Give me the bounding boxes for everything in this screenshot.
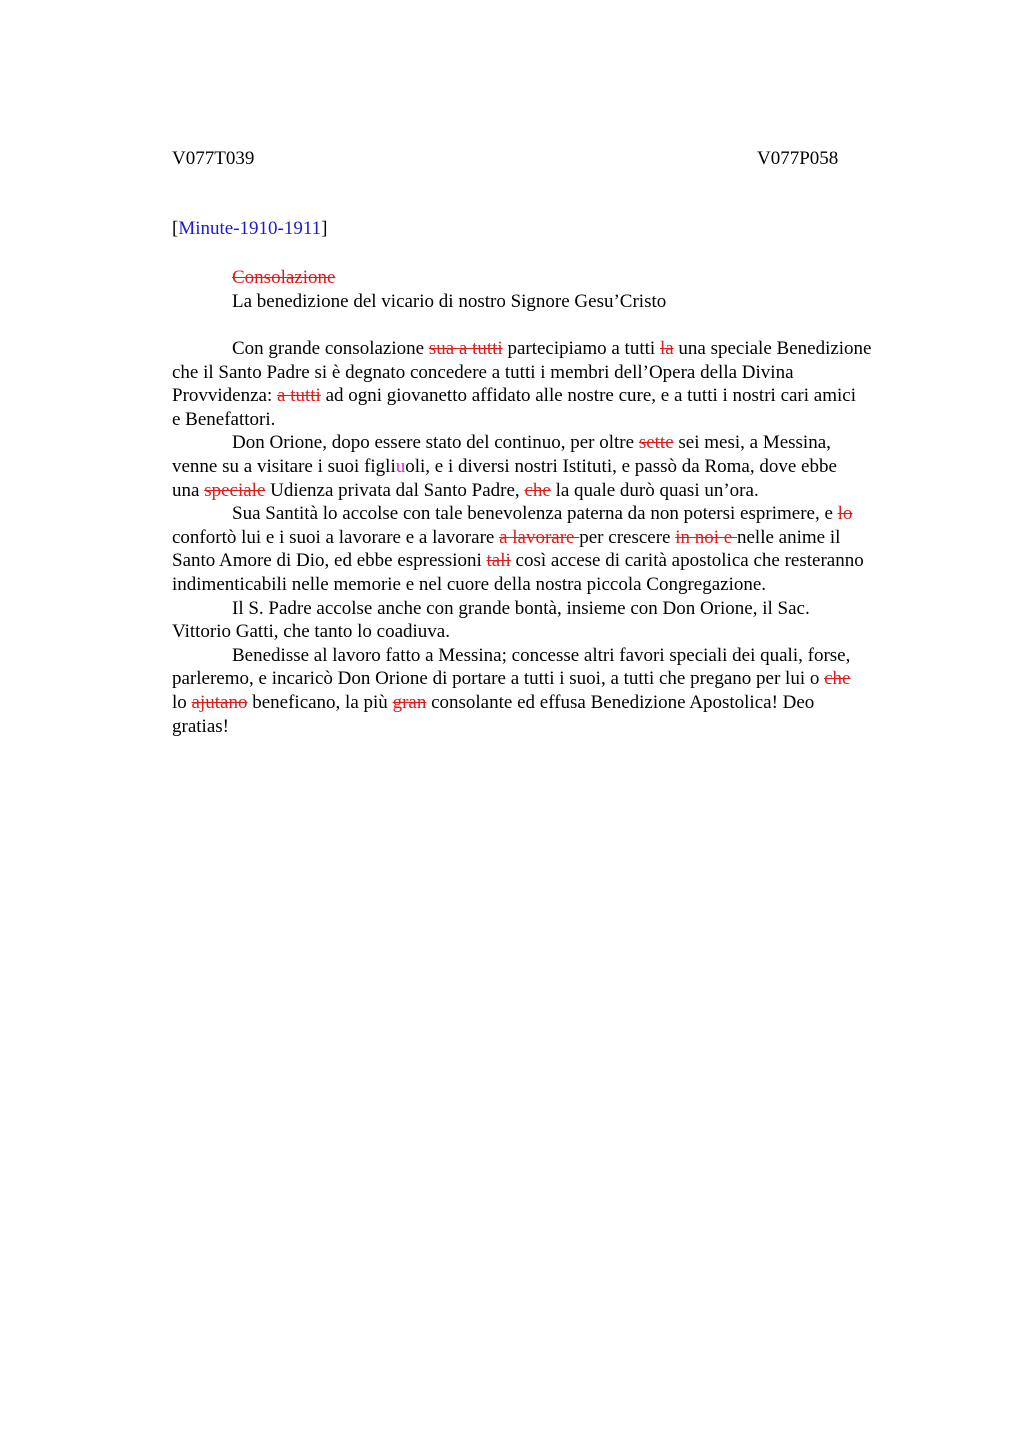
text-line [172,384,932,408]
document-title: La benedizione del vicario di nostro Signore Gesu’Cristo [232,290,667,312]
text-line [172,715,932,739]
deleted-text: ajutano [191,691,248,713]
text-segment: sei mesi, a Messina, [673,432,831,454]
text-segment: Con grande consolazione [232,338,429,359]
text-segment: Benedisse al lavoro fatto a Messina; concesse altri favori speciali dei quali, forse, [232,644,851,666]
text-segment: per crescere [579,526,676,548]
text-segment: Sua Santità lo accolse con tale benevolenza paterna da non potersi esprimere, e [232,503,838,525]
text-segment: lo [172,691,192,713]
deleted-text: gran [392,691,427,713]
text-segment: Udienza privata dal Santo Padre, [265,479,525,501]
text-segment: la quale durò quasi un’ora. [550,479,759,501]
document-code-right: V077P058 [757,148,839,169]
text-segment: una [172,479,205,501]
text-segment: Il S. Padre accolse anche con grande bontà, insieme con Don Orione, il Sac. [232,597,810,619]
text-segment: e Benefattori. [172,408,276,430]
inserted-text: u [395,455,406,477]
text-line [172,361,932,385]
text-segment: venne su a visitare i suoi figli [172,455,396,477]
deleted-text: in noi e [675,526,737,548]
text-segment: ad ogni giovanetto affidato alle nostre cure, e a tutti i nostri cari amici [320,385,856,407]
text-segment: partecipiamo a tutti [502,338,660,359]
folder-close-bracket: ] [321,218,328,239]
document-code-left: V077T039 [172,148,255,169]
text-segment: Vittorio Gatti, che tanto lo coadiuva. [172,621,450,643]
text-segment: che il Santo Padre si è degnato concedere a tutti i membri dell’Opera della Divina [172,361,794,383]
deleted-text: sua a tutti [428,338,503,359]
text-line [172,479,932,503]
deleted-text: sette [638,432,674,454]
deleted-text: che [824,668,851,690]
deleted-text: che [524,479,551,501]
text-segment: Don Orione, dopo essere stato del continuo, per oltre [232,432,639,454]
text-segment: confortò lui e i suoi a lavorare e a lavorare [172,526,500,548]
text-segment: così accese di carità apostolica che resteranno [510,550,864,572]
deleted-text: lo [837,503,853,525]
deleted-text: a lavorare [499,526,580,548]
text-line [172,526,932,550]
folder-link[interactable]: Minute-1910-1911 [178,218,322,239]
text-segment: una speciale Benedizione [673,338,872,359]
deleted-text: a tutti [277,385,321,407]
text-line [172,573,932,597]
text-line [172,691,932,715]
deleted-text: la [659,338,674,359]
letter-body [172,337,932,738]
folder-reference [172,218,328,240]
folder-open-bracket: [ [172,218,179,239]
text-segment: Provvidenza: [172,385,278,407]
text-line [172,597,932,621]
text-segment: nelle anime il [736,526,841,548]
text-line [172,620,932,644]
text-line [172,455,932,479]
text-line [172,549,932,573]
deleted-text: tali [486,550,511,572]
text-segment: gratias! [172,715,229,737]
text-segment: parleremo, e incaricò Don Orione di portare a tutti i suoi, a tutti che pregano per lui o [172,668,825,690]
text-segment: oli, e i diversi nostri Istituti, e passò da Roma, dove ebbe [405,455,837,477]
text-segment: consolante ed effusa Benedizione Apostolica! Deo [426,691,815,713]
text-segment: indimenticabili nelle memorie e nel cuore della nostra piccola Congregazione. [172,573,767,595]
deleted-title: Consolazione [232,267,336,288]
title-block [232,266,666,313]
text-segment: Santo Amore di Dio, ed ebbe espressioni [172,550,487,572]
text-line [172,644,932,668]
text-line [172,408,932,432]
text-segment: beneficano, la più [247,691,393,713]
text-line [172,502,932,526]
text-line [172,431,932,455]
deleted-text: speciale [204,479,266,501]
text-line [172,337,932,361]
text-line [172,667,932,691]
